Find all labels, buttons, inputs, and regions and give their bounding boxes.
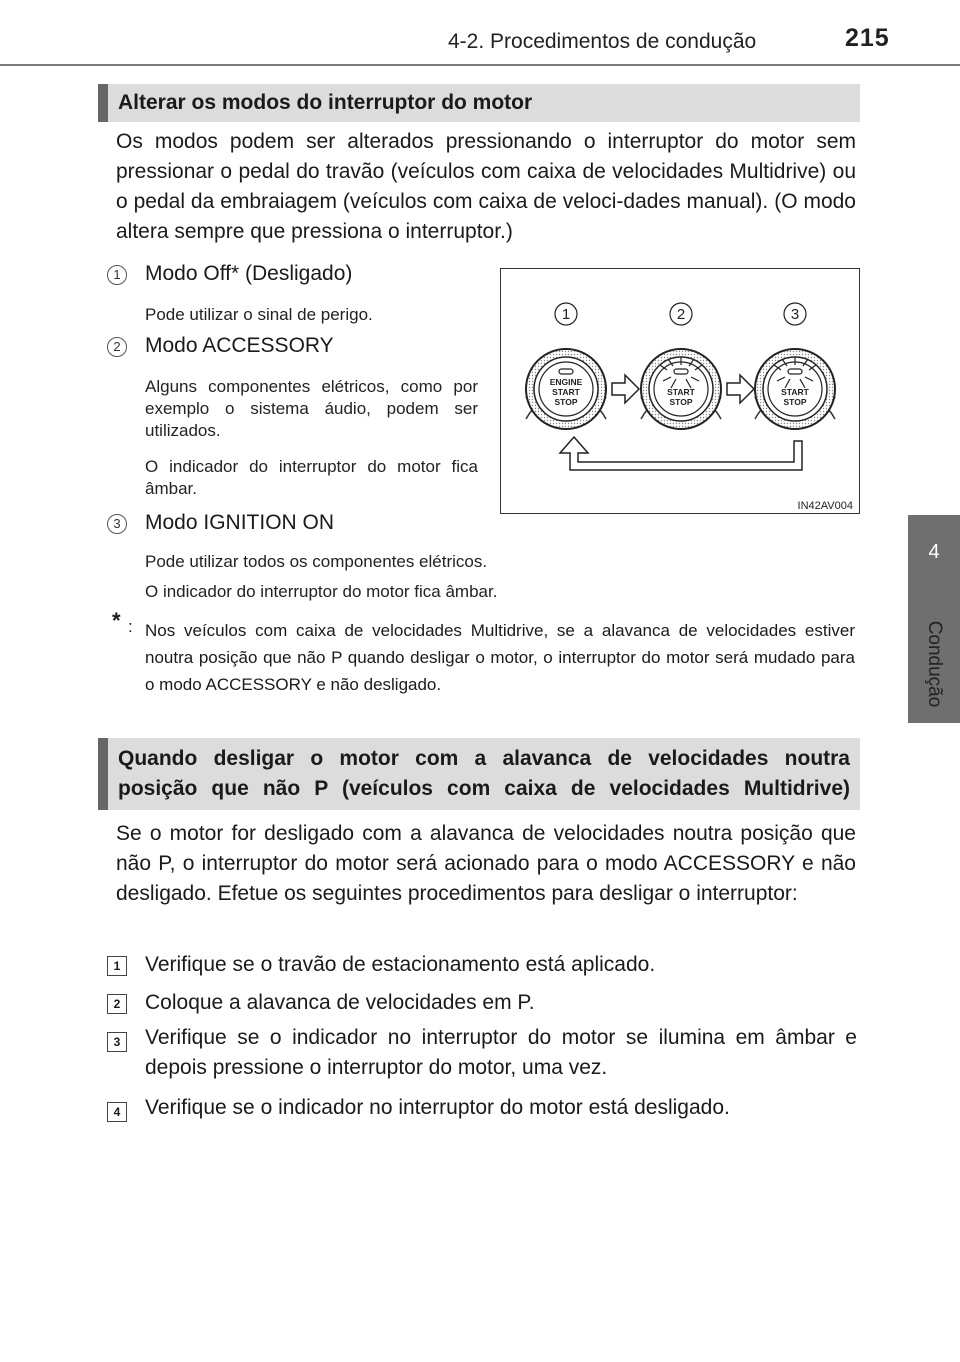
section1-intro: Os modos podem ser alterados pressionando o interruptor do motor sem pressionar o pedal do travão (veículos com caixa de velocidades Multidrive) ou o pedal da embraiagem (veículos com caixa de veloci-dades manual). (O modo altera sempre que pressiona o interruptor.) (116, 130, 856, 243)
button-ignition-state (755, 349, 835, 429)
figure-label-2: 2 (676, 306, 686, 323)
page-number: 215 (845, 24, 890, 52)
footnote-asterisk: * (112, 608, 121, 633)
header-rule (0, 64, 960, 66)
step-4-badge: 4 (107, 1102, 127, 1122)
section2-title-line1: Quando desligar o motor com a alavanca de velocidades noutra (118, 747, 850, 770)
step-1-text: Verifique se o travão de estacionamento está aplicado. (145, 953, 656, 976)
mode-2-title: Modo ACCESSORY (145, 334, 334, 357)
mode-2-desc-1: Alguns componentes elétricos, como por exemplo o sistema áudio, podem ser utilizados. (145, 377, 478, 440)
step-2-badge: 2 (107, 994, 127, 1014)
mode-3-badge: 3 (107, 514, 127, 534)
button-1-text-stop: STOP (554, 397, 578, 407)
mode-1-badge: 1 (107, 265, 127, 285)
mode-3-title: Modo IGNITION ON (145, 511, 335, 534)
figure-label-3: 3 (790, 306, 800, 323)
footnote-colon: : (128, 617, 133, 636)
footnote-text: Nos veículos com caixa de velocidades Multidrive, se a alavanca de velocidades estiver noutra posição que não P quando desligar o motor, o interruptor do motor será mudado para o modo ACCESSORY e não desligado. (145, 621, 855, 694)
mode-3-desc-1: Pode utilizar todos os componentes elétricos. (145, 552, 488, 571)
section-heading-shift-not-p (98, 738, 860, 810)
button-accessory-state (641, 349, 721, 429)
button-1-text-start: START (552, 387, 580, 397)
mode-1-title: Modo Off* (Desligado) (145, 262, 353, 285)
section2-intro: Se o motor for desligado com a alavanca de velocidades noutra posição que não P, o interruptor do motor será acionado para o modo ACCESSORY e não desligado. Efetue os seguintes procedimentos para desligar o interruptor: (116, 822, 856, 905)
button-3-text-stop: STOP (783, 397, 807, 407)
return-arrow-icon (560, 437, 802, 470)
section2-title-line2: posição que não P (veículos com caixa de velocidades Multidrive) (118, 777, 850, 800)
chapter-tab-label: Condução (924, 620, 945, 708)
figure-label-1: 1 (561, 306, 571, 323)
chapter-tab-number: 4 (928, 541, 940, 563)
button-off-state (526, 349, 606, 429)
button-2-text-stop: STOP (669, 397, 693, 407)
mode-3-desc-2: O indicador do interruptor do motor fica âmbar. (145, 582, 498, 601)
mode-2-badge: 2 (107, 337, 127, 357)
mode-2-desc-2: O indicador do interruptor do motor fica âmbar. (145, 457, 478, 498)
button-2-text-start: START (667, 387, 695, 397)
engine-switch-illustration (501, 269, 859, 513)
step-2-text: Coloque a alavanca de velocidades em P. (145, 991, 535, 1014)
section-heading-switch-modes: Alterar os modos do interruptor do motor (98, 84, 860, 122)
step-4-text: Verifique se o indicador no interruptor do motor está desligado. (145, 1096, 730, 1119)
figure-code: IN42AV004 (797, 500, 853, 512)
step-3-text: Verifique se o indicador no interruptor do motor se ilumina em âmbar e depois pressione o interruptor do motor, uma vez. (145, 1026, 857, 1079)
mode-1-desc: Pode utilizar o sinal de perigo. (145, 305, 373, 324)
arrow-right-icon (727, 375, 754, 403)
step-3-badge: 3 (107, 1032, 127, 1052)
button-1-text-engine: ENGINE (549, 377, 583, 387)
running-header-section: 4-2. Procedimentos de condução (448, 30, 757, 53)
step-1-badge: 1 (107, 956, 127, 976)
arrow-right-icon (612, 375, 639, 403)
button-3-text-start: START (781, 387, 809, 397)
engine-switch-diagram (500, 268, 860, 514)
